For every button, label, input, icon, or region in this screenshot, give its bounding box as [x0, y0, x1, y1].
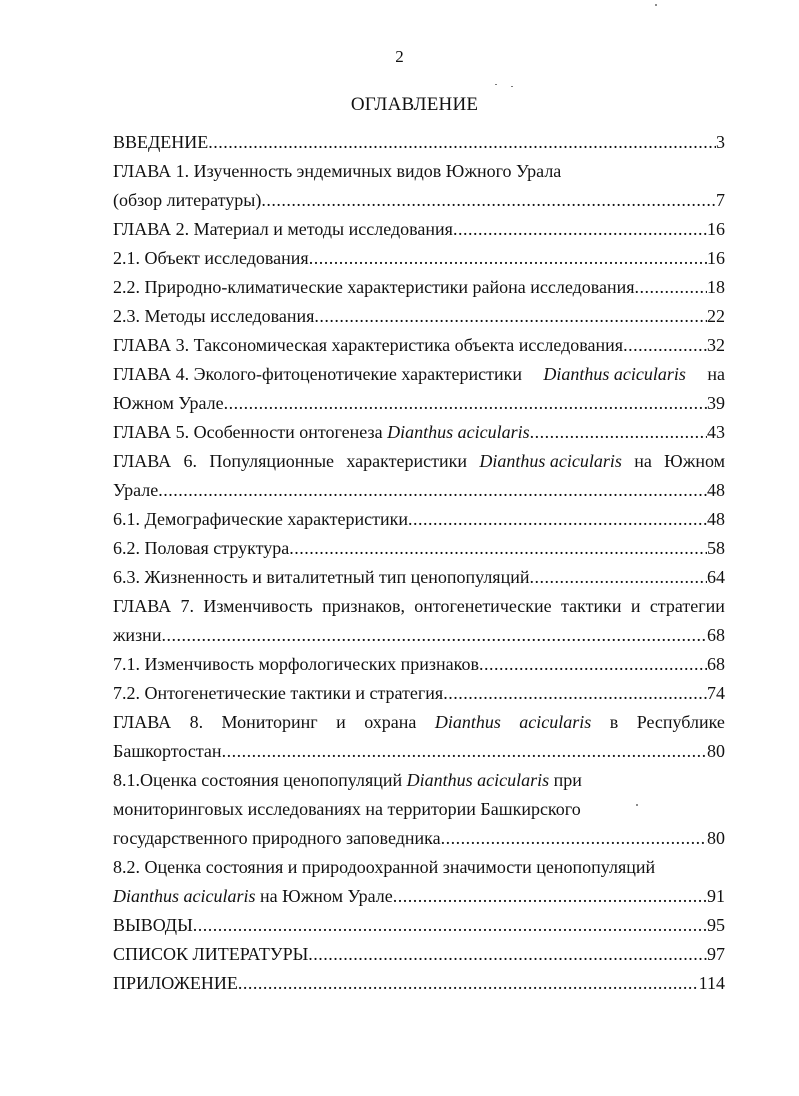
entry-page: 39	[707, 393, 725, 413]
entry-title: 2.2. Природно-климатические характеристики района исследования	[113, 277, 635, 297]
toc-entry-chapter-7-line-1[interactable]	[113, 592, 725, 621]
entry-title: мониторинговых исследованиях на территории Башкирского	[113, 799, 581, 819]
entry-page: 16	[707, 219, 725, 239]
entry-page: 18	[707, 277, 725, 297]
entry-page: 64	[707, 567, 725, 587]
toc-entry-chapter-8-line-1[interactable]	[113, 708, 725, 737]
entry-title: 8.1.Оценка состояния ценопопуляций	[113, 770, 403, 790]
table-of-contents	[113, 128, 725, 998]
word: в	[609, 712, 619, 732]
dot-leader	[393, 882, 707, 911]
dot-leader	[308, 940, 707, 969]
word: Республике	[636, 712, 725, 732]
entry-page: 22	[707, 306, 725, 326]
toc-entry-chapter-5[interactable]	[113, 418, 725, 447]
word: 7.	[180, 596, 194, 616]
word: стратегии	[649, 596, 725, 616]
species-name: Dianthus acicularis	[113, 886, 256, 906]
toc-entry-section-2-1[interactable]	[113, 244, 725, 273]
dot-leader	[408, 505, 707, 534]
toc-entry-chapter-6-line-1[interactable]	[113, 447, 725, 476]
entry-title: ВЫВОДЫ	[113, 915, 193, 935]
entry-page: 48	[707, 480, 725, 500]
word: ГЛАВА	[113, 712, 172, 732]
dot-leader	[208, 128, 716, 157]
dot-leader	[222, 737, 707, 766]
entry-title: (обзор литературы)	[113, 190, 262, 210]
toc-entry-chapter-4[interactable]	[113, 389, 725, 418]
species-name: Dianthus	[434, 712, 501, 732]
word: охрана	[364, 712, 417, 732]
word: ГЛАВА	[113, 596, 172, 616]
toc-entry-chapter-8[interactable]	[113, 737, 725, 766]
dot-leader	[453, 215, 707, 244]
toc-entry-section-2-3[interactable]	[113, 302, 725, 331]
word: Южном	[664, 451, 725, 471]
entry-title: 6.2. Половая структура	[113, 538, 290, 558]
dot-leader	[530, 563, 708, 592]
entry-page: 114	[698, 973, 725, 993]
entry-page: 91	[707, 886, 725, 906]
entry-title: государственного природного заповедника	[113, 828, 441, 848]
entry-title: Башкортостан	[113, 741, 222, 761]
toc-entry-section-6-3[interactable]	[113, 563, 725, 592]
species-name: Dianthus acicularis	[543, 364, 686, 384]
toc-entry-conclusions[interactable]	[113, 911, 725, 940]
word: 6.	[183, 451, 197, 471]
dot-leader	[158, 476, 707, 505]
toc-entry-section-8-1[interactable]	[113, 824, 725, 853]
toc-entry-section-2-2[interactable]	[113, 273, 725, 302]
entry-page: 16	[707, 248, 725, 268]
word: признаков,	[322, 596, 405, 616]
dot-leader	[309, 244, 707, 273]
entry-page: 97	[707, 944, 725, 964]
entry-title: ГЛАВА 5. Особенности онтогенеза Dianthus acicularis	[113, 422, 530, 442]
word: и	[630, 596, 641, 616]
word: 8.	[189, 712, 204, 732]
entry-title: 2.3. Методы исследования	[113, 306, 315, 326]
entry-page: 7	[716, 190, 725, 210]
dot-leader	[443, 679, 707, 708]
toc-entry-chapter-2[interactable]	[113, 215, 725, 244]
dot-leader	[530, 418, 707, 447]
entry-title: 6.3. Жизненность и виталитетный тип ценопопуляций	[113, 567, 530, 587]
dot-leader	[623, 331, 707, 360]
entry-title: на	[707, 364, 725, 384]
toc-entry-appendix[interactable]	[113, 969, 725, 998]
entry-page: 95	[707, 915, 725, 935]
entry-page: 43	[707, 422, 725, 442]
entry-title: 8.2. Оценка состояния и природоохранной значимости ценопопуляций	[113, 857, 656, 877]
toc-entry-chapter-1[interactable]	[113, 186, 725, 215]
entry-title: ГЛАВА 2. Материал и методы исследования	[113, 219, 453, 239]
toc-entry-section-8-1-line-1[interactable]	[113, 766, 725, 795]
page-number: 2	[395, 47, 404, 66]
word: онтогенетические	[414, 596, 552, 616]
toc-entry-section-8-1-line-2[interactable]	[113, 795, 725, 824]
toc-title: ОГЛАВЛЕНИЕ	[350, 94, 479, 115]
toc-entry-chapter-1-line-1[interactable]	[113, 157, 725, 186]
toc-entry-section-7-2[interactable]	[113, 679, 725, 708]
dot-leader	[261, 186, 716, 215]
entry-page: 58	[707, 538, 725, 558]
entry-title: СПИСОК ЛИТЕРАТУРЫ	[113, 944, 309, 964]
dot-leader	[161, 621, 707, 650]
dot-leader	[224, 389, 707, 418]
toc-entry-section-8-2-line-1[interactable]	[113, 853, 725, 882]
entry-title: ВВЕДЕНИЕ	[113, 132, 209, 152]
entry-title: при	[553, 770, 582, 790]
entry-title: Урале	[113, 480, 159, 500]
toc-entry-section-6-1[interactable]	[113, 505, 725, 534]
toc-entry-section-6-2[interactable]	[113, 534, 725, 563]
entry-page: 3	[716, 132, 725, 152]
entry-title: Dianthus acicularis на Южном Урале	[113, 886, 393, 906]
entry-page: 48	[707, 509, 725, 529]
entry-title: жизни	[113, 625, 162, 645]
species-name: Dianthus acicularis	[479, 451, 622, 471]
species-name: acicularis	[519, 712, 592, 732]
entry-title: 6.1. Демографические характеристики	[113, 509, 408, 529]
entry-page: 74	[707, 683, 725, 703]
entry-title: ГЛАВА 4. Эколого-фитоценотичекие характеристики	[113, 364, 522, 384]
entry-page: 68	[707, 654, 725, 674]
word: Изменчивость	[203, 596, 313, 616]
toc-entry-chapter-6[interactable]	[113, 476, 725, 505]
species-name: Dianthus acicularis	[406, 770, 550, 790]
entry-title: ГЛАВА 1. Изученность эндемичных видов Южного Урала	[113, 161, 562, 181]
toc-entry-references[interactable]	[113, 940, 725, 969]
word: и	[336, 712, 346, 732]
scan-speck	[495, 84, 497, 85]
dot-leader	[238, 969, 699, 998]
entry-title: ГЛАВА 3. Таксономическая характеристика объекта исследования	[113, 335, 624, 355]
entry-title: Южном Урале	[113, 393, 224, 413]
word: ГЛАВА	[113, 451, 172, 471]
word: характеристики	[346, 451, 467, 471]
word: Мониторинг	[221, 712, 318, 732]
entry-page: 68	[707, 625, 725, 645]
dot-leader	[479, 650, 707, 679]
scan-speck	[655, 4, 657, 6]
entry-page: 80	[707, 828, 725, 848]
word: на	[634, 451, 652, 471]
species-name: Dianthus acicularis	[387, 422, 530, 442]
entry-title: ПРИЛОЖЕНИЕ	[113, 973, 238, 993]
toc-entry-intro[interactable]	[113, 128, 725, 157]
entry-title: 7.2. Онтогенетические тактики и стратегия	[113, 683, 444, 703]
word: тактики	[561, 596, 622, 616]
toc-entry-section-7-1[interactable]	[113, 650, 725, 679]
dot-leader	[289, 534, 707, 563]
toc-entry-chapter-4-line-1[interactable]	[113, 360, 725, 389]
dot-leader	[635, 273, 707, 302]
toc-entry-chapter-7[interactable]	[113, 621, 725, 650]
dot-leader	[314, 302, 707, 331]
entry-title: 2.1. Объект исследования	[113, 248, 309, 268]
toc-entry-section-8-2[interactable]	[113, 882, 725, 911]
dot-leader	[441, 824, 707, 853]
dot-leader	[193, 911, 707, 940]
toc-entry-chapter-3[interactable]	[113, 331, 725, 360]
scan-speck	[511, 86, 513, 87]
entry-title: 7.1. Изменчивость морфологических признаков	[113, 654, 479, 674]
entry-page: 80	[707, 741, 725, 761]
word: Популяционные	[209, 451, 335, 471]
entry-page: 32	[707, 335, 725, 355]
